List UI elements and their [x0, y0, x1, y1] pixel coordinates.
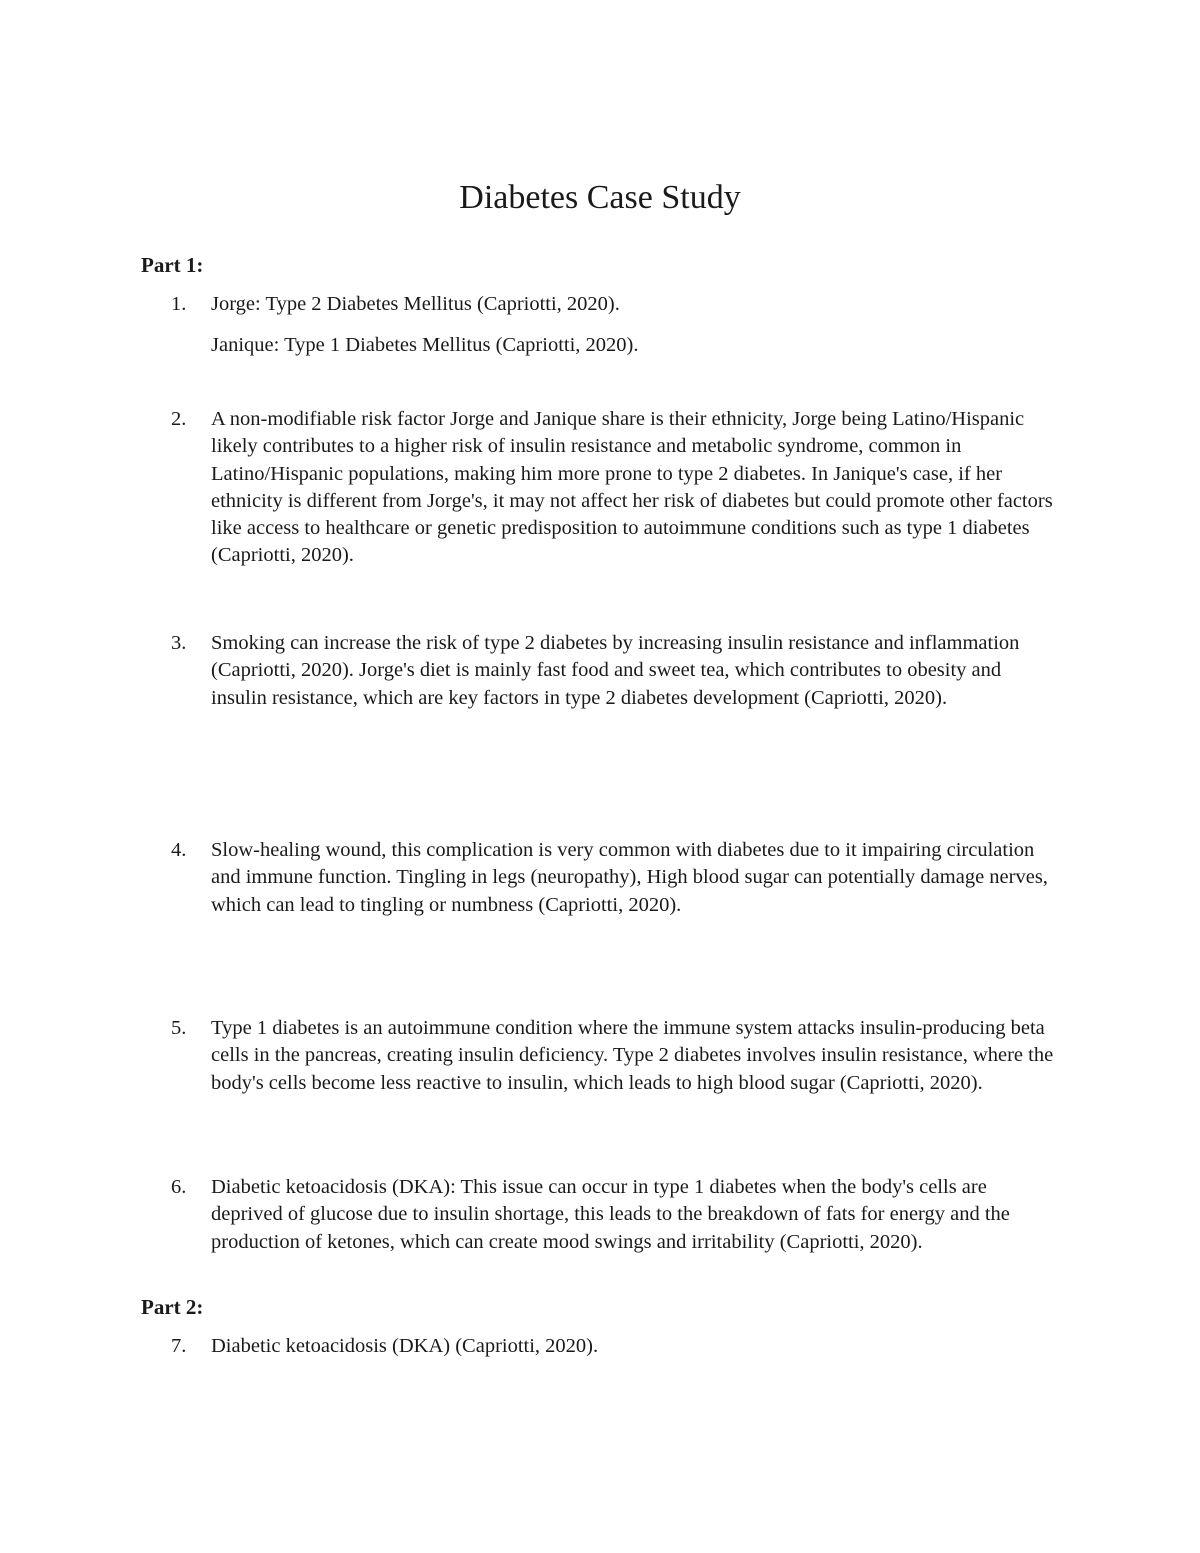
list-item-text [211, 291, 1061, 360]
list-item-number: 6. [171, 1176, 187, 1198]
list-item-text: Diabetic ketoacidosis (DKA): This issue can occur in type 1 diabetes when the body's cells are deprived of glucose due to insulin shortage, this leads to the breakdown of fats for energy and the production of ketones, which can create mood swings and irritability (Capriotti, 2020). [211, 1176, 1010, 1253]
list-item-text: Diabetic ketoacidosis (DKA) (Capriotti, 2020). [211, 1335, 599, 1357]
list-item-number: 7. [171, 1335, 187, 1357]
list-item-line: Janique: Type 1 Diabetes Mellitus (Capriotti, 2020). [211, 334, 639, 357]
part-2-heading: Part 2: [141, 1295, 204, 1319]
list-item-text: Smoking can increase the risk of type 2 diabetes by increasing insulin resistance and inflammation (Capriotti, 2020). Jorge's diet is mainly fast food and sweet tea, which contributes to obesity and insulin resistance, which are key factors in type 2 diabetes development (Capriotti, 2020). [211, 632, 1020, 709]
list-item-text: A non-modifiable risk factor Jorge and Janique share is their ethnicity, Jorge being Latino/Hispanic likely contributes to a higher risk of insulin resistance and metabolic syndrome, common in Latino/Hispanic populations, making him more prone to type 2 diabetes. In Janique's case, if her ethnicity is different from Jorge's, it may not affect her risk of diabetes but could promote other factors like access to healthcare or genetic predisposition to autoimmune conditions such as type 1 diabetes (Capriotti, 2020). [211, 408, 1053, 567]
list-item-number: 1. [171, 293, 187, 315]
list-item-text: Slow-healing wound, this complication is very common with diabetes due to it impairing circulation and immune function. Tingling in legs (neuropathy), High blood sugar can potentially damage nerves, which can lead to tingling or numbness (Capriotti, 2020). [211, 839, 1048, 916]
list-item-line: Jorge: Type 2 Diabetes Mellitus (Capriotti, 2020). [211, 293, 620, 315]
document-title: Diabetes Case Study [459, 179, 741, 216]
list-item-number: 3. [171, 632, 187, 654]
list-item-number: 2. [171, 408, 187, 430]
list-item-number: 5. [171, 1017, 187, 1039]
list-item-text: Type 1 diabetes is an autoimmune condition where the immune system attacks insulin-producing beta cells in the pancreas, creating insulin deficiency. Type 2 diabetes involves insulin resistance, where the body's cells become less reactive to insulin, which leads to high blood sugar (Capriotti, 2020). [211, 1017, 1054, 1094]
part-1-heading: Part 1: [141, 253, 204, 277]
list-item-number: 4. [171, 839, 187, 861]
